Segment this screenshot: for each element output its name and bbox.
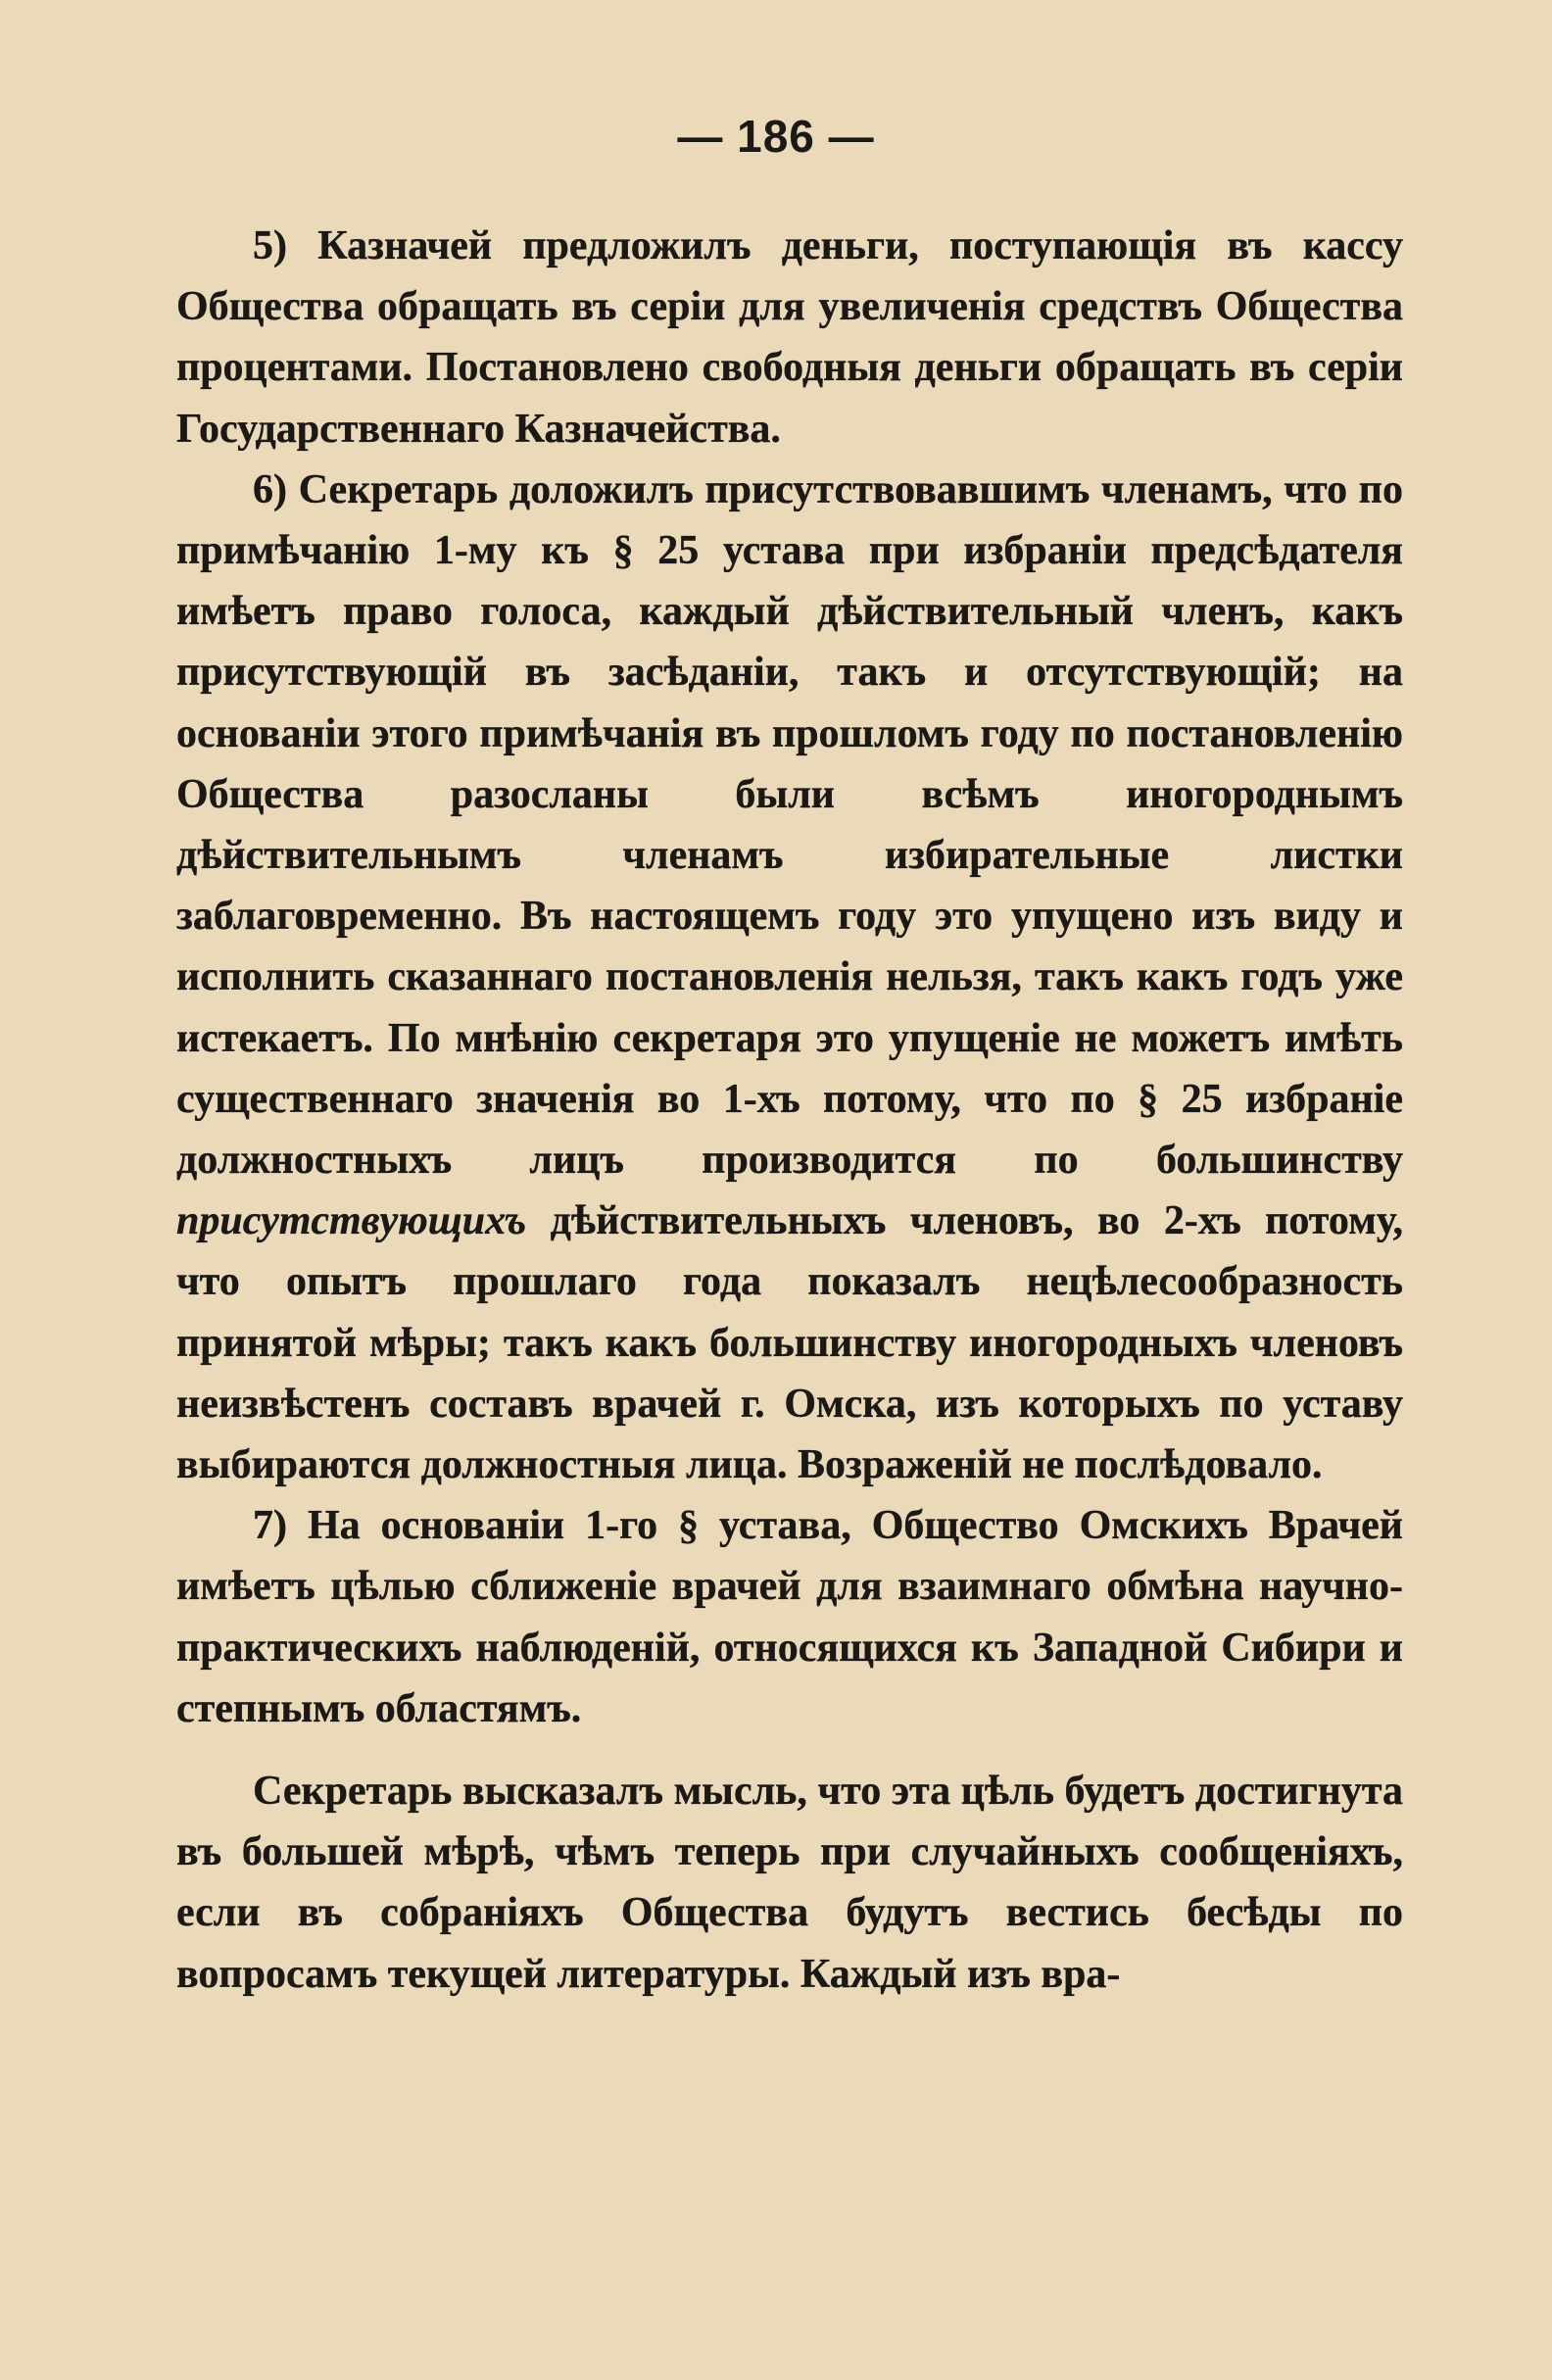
paragraph-6-secretary xyxy=(176,460,1403,1495)
paragraph-6-text-before: 6) Секретарь доложилъ присутствовавшимъ членамъ, что по примѣчанію 1-му къ § 25 устава при избраніи предсѣдателя имѣетъ право голоса, каждый дѣйствительный членъ, какъ присутствующій въ засѣданіи, такъ и отсутствующій; на основаніи этого примѣчанія въ прошломъ году по постановленію Общества разосланы были всѣмъ иногороднымъ дѣйствительнымъ членамъ избирательные листки заблаговременно. Въ настоящемъ году это упущено изъ виду и исполнить сказаннаго постановленія нельзя, такъ какъ годъ уже истекаетъ. По мнѣнію секретаря это упущеніе не можетъ имѣть существеннаго значенія во 1-хъ потому, что по § 25 избраніе должностныхъ лицъ производится по большинству xyxy=(176,466,1403,1184)
body-text xyxy=(176,216,1403,2005)
paragraph-7-society-goal: 7) На основаніи 1-го § устава, Общество Омскихъ Врачей имѣетъ цѣлью сближеніе врачей для взаимнаго обмѣна научно-практическихъ наблюденій, относящихся къ Западной Сибири и степнымъ областямъ. xyxy=(176,1503,1403,1731)
paragraph-secretary-proposal: Секретарь высказалъ мысль, что эта цѣль будетъ достигнута въ большей мѣрѣ, чѣмъ теперь при случайныхъ сообщеніяхъ, если въ собраніяхъ Общества будутъ вестись бесѣды по вопросамъ текущей литературы. Каждый изъ вра- xyxy=(176,1769,1403,1997)
page-number: — 186 — xyxy=(677,111,875,162)
paragraph-6-text-after: дѣйствительныхъ членовъ, во 2-хъ потому, что опытъ прошлаго года показалъ нецѣлесообразность принятой мѣры; такъ какъ большинству иногородныхъ членовъ неизвѣстенъ составъ врачей г. Омска, изъ которыхъ по уставу выбираются должностныя лица. Возраженій не послѣдовало. xyxy=(176,1198,1403,1488)
paragraph-6-emphasis: присутствующихъ xyxy=(176,1198,527,1244)
paragraph-5-treasurer: 5) Казначей предложилъ деньги, поступающія въ кассу Общества обращать въ серіи для увеличенія средствъ Общества процентами. Постановлено свободныя деньги обращать въ серіи Государственнаго Казначейства. xyxy=(176,223,1403,452)
